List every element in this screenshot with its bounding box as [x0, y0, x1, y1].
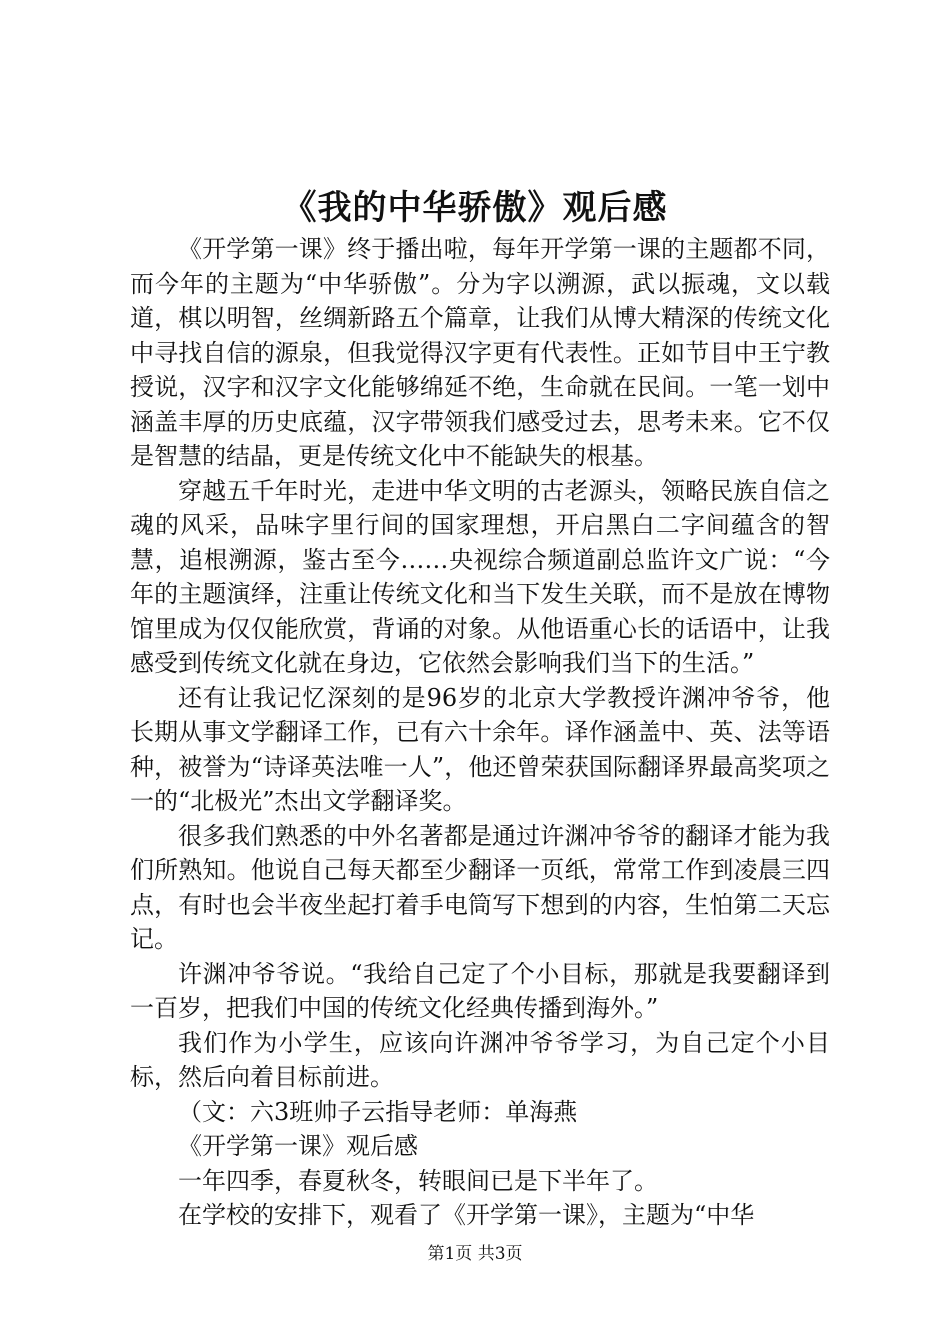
paragraph-6: 我们作为小学生，应该向许渊冲爷爷学习，为自己定个小目标，然后向着目标前进。: [130, 1028, 830, 1091]
document-body: [130, 232, 830, 1233]
paragraph-2: 穿越五千年时光，走进中华文明的古老源头，领略民族自信之魂的风采，品味字里行间的国家理想，开启黑白二字间蕴含的智慧，追根溯源，鉴古至今……央视综合频道副总监许文广说：“今年的主题演绎，注重让传统文化和当下发生关联，而不是放在博物馆里成为仅仅能欣赏，背诵的对象。从他语重心长的话语中，让我感受到传统文化就在身边，它依然会影响我们当下的生活。”: [130, 476, 830, 677]
page-number: 第1页 共3页: [427, 1244, 523, 1264]
paragraph-1: 《开学第一课》终于播出啦，每年开学第一课的主题都不同，而今年的主题为“中华骄傲”。分为字以溯源，武以振魂，文以载道，棋以明智，丝绸新路五个篇章，让我们从博大精深的传统文化中寻找自信的源泉，但我觉得汉字更有代表性。正如节目中王宁教授说，汉字和汉字文化能够绵延不绝，生命就在民间。一笔一划中涵盖丰厚的历史底蕴，汉字带领我们感受过去，思考未来。它不仅是智慧的结晶，更是传统文化中不能缺失的根基。: [130, 235, 830, 470]
second-article-title: 《开学第一课》观后感: [178, 1132, 418, 1160]
paragraph-8: 在学校的安排下，观看了《开学第一课》，主题为“中华: [178, 1201, 755, 1229]
author-note: （文：六3班帅子云指导老师：单海燕: [178, 1097, 578, 1126]
paragraph-7: 一年四季，春夏秋冬，转眼间已是下半年了。: [178, 1166, 658, 1195]
paragraph-5: 许渊冲爷爷说。“我给自己定了个小目标，那就是我要翻译到一百岁，把我们中国的传统文化经典传播到海外。”: [130, 959, 830, 1022]
document-title: 《我的中华骄傲》观后感: [282, 188, 668, 228]
paragraph-4: 很多我们熟悉的中外名著都是通过许渊冲爷爷的翻译才能为我们所熟知。他说自己每天都至少翻译一页纸，常常工作到凌晨三四点，有时也会半夜坐起打着手电筒写下想到的内容，生怕第二天忘记。: [130, 821, 830, 953]
paragraph-3: 还有让我记忆深刻的是96岁的北京大学教授许渊冲爷爷，他长期从事文学翻译工作，已有六十余年。译作涵盖中、英、法等语种，被誉为“诗译英法唯一人”，他还曾荣获国际翻译界最高奖项之一的“北极光”杰出文学翻译奖。: [130, 683, 830, 815]
